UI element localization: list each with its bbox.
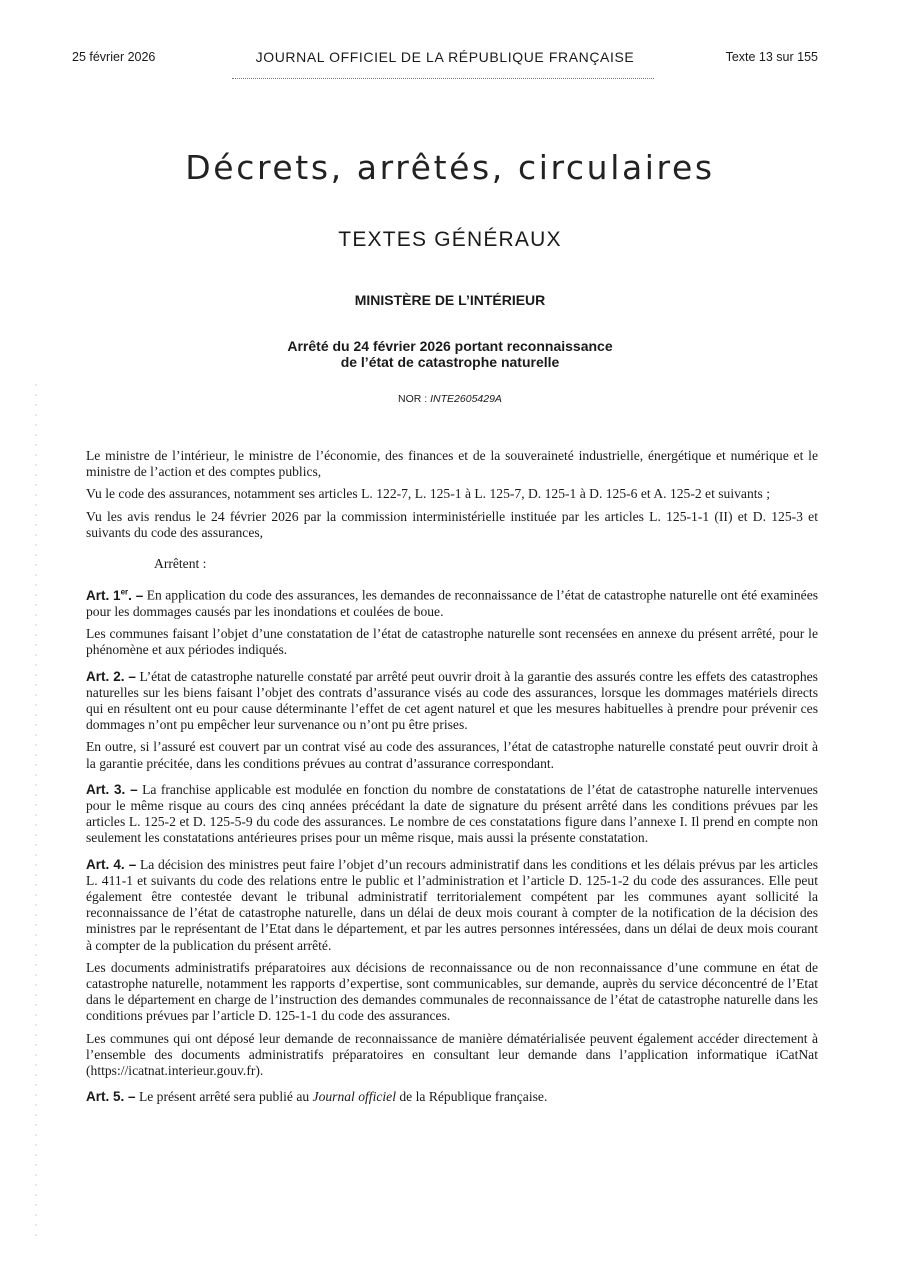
margin-dots: [32, 380, 40, 1240]
section-title: Décrets, arrêtés, circulaires: [185, 148, 715, 187]
nor-value: INTE2605429A: [430, 393, 502, 405]
arrete-title: [0, 338, 900, 370]
header-date: 25 février 2026: [72, 50, 156, 64]
header-divider: [232, 78, 654, 79]
article-1-paragraph: Art. 1er. – En application du code des assurances, les demandes de reconnaissance de l’état de catastrophe naturelle ont été examinées pour les dommages causés par les inondations et coulées de boue.: [86, 587, 819, 619]
ministry-heading: MINISTÈRE DE L’INTÉRIEUR: [354, 292, 546, 308]
journal-officiel-italic: Journal officiel: [312, 1089, 396, 1105]
header-journal-title: JOURNAL OFFICIEL DE LA RÉPUBLIQUE FRANÇAISE: [255, 49, 635, 65]
article-4-label: Art. 4. –: [86, 856, 137, 872]
article-4-paragraph: Les communes qui ont déposé leur demande de reconnaissance de manière dématérialisée peuvent également accéder directement à l’ensemble des documents administratifs préparatoires en consultant leur demande dans l’application informatique iCatNat (https://icatnat.interieur.gouv.fr).: [86, 1030, 818, 1078]
article-2-paragraph: Art. 2. – L’état de catastrophe naturelle constaté par arrêté peut ouvrir droit à la garantie des assurés contre les effets des catastrophes naturelles sur les biens faisant l’objet des contrats d’assurance visés au code des assurances, lorsque les dommages matériels directs qui en résultent ont eu pour cause déterminante l’effet de cet agent naturel et que les mesures habituelles à prendre pour prévenir ces dommages n’ont pu empêcher leur survenance ou n’ont pu être prises.: [86, 668, 818, 733]
article-2-label: Art. 2. –: [86, 668, 136, 684]
article-4-paragraph: Les documents administratifs préparatoires aux décisions de reconnaissance ou de non reconnaissance d’une commune en état de catastrophe naturelle, notamment les rapports d’expertise, sont communicables, sur demande, auprès du service déconcentré de l’Etat dans le département en charge de l’instruction des demandes communales de reconnaissance de l’état de catastrophe naturelle dans les conditions prévues par l’article D. 125-1-1 du code des assurances.: [86, 959, 818, 1024]
article-2-paragraph: En outre, si l’assuré est couvert par un contrat visé au code des assurances, l’état de catastrophe naturelle constaté peut ouvrir droit à la garantie précitée, dans les conditions prévues au contrat d’assurance correspondant.: [86, 739, 818, 771]
article-5-paragraph: Art. 5. – Le présent arrêté sera publié au Journal officiel de la République française.: [86, 1089, 548, 1105]
subsection-title: TEXTES GÉNÉRAUX: [338, 228, 562, 251]
article-4-paragraph: Art. 4. – La décision des ministres peut faire l’objet d’un recours administratif dans les conditions et les délais prévus par les articles L. 411-1 et suivants du code des relations entre le public et l’administration et l’article D. 125-1-2 du code des assurances. Elle peut également être contestée devant le tribunal administratif territorialement compétent par les communes ayant sollicité la reconnaissance de l’état de catastrophe naturelle, dans un délai de deux mois courant à compter de la notification de la décision des ministres par le représentant de l’Etat dans le département, et par les autres personnes intéressées, dans un délai de deux mois courant à compter de la publication du présent arrêté.: [86, 856, 818, 953]
page-header: [72, 50, 818, 68]
arrete-title-line-1: Arrêté du 24 février 2026 portant reconnaissance: [287, 338, 613, 354]
preamble-paragraph: Le ministre de l’intérieur, le ministre de l’économie, des finances et de la souveraineté industrielle, énergétique et numérique et le ministre de l’action et des comptes publics,: [86, 448, 818, 480]
arrete-title-line-2: de l’état de catastrophe naturelle: [340, 354, 560, 370]
nor-reference: [0, 393, 900, 405]
preamble-paragraph: Vu les avis rendus le 24 février 2026 par la commission interministérielle instituée par les articles L. 125-1-1 (II) et D. 125-3 et suivants du code des assurances,: [86, 508, 818, 540]
article-1-label: Art. 1er. –: [86, 587, 144, 603]
article-3-paragraph: Art. 3. – La franchise applicable est modulée en fonction du nombre de constatations de l’état de catastrophe naturelle intervenues pour le même risque au cours des cinq années précédant la date de signature du présent arrêté dans les conditions prévues par les articles L. 125-2 et D. 125-5-9 du code des assurances. Le nombre de ces constatations figure dans l’annexe I. Il prend en compte non seulement les constatations antérieures prises pour un même risque, mais aussi la présente constatation.: [86, 781, 818, 846]
arretent-line: Arrêtent :: [154, 556, 207, 572]
body-text: [86, 448, 818, 1111]
article-1-paragraph: Les communes faisant l’objet d’une constatation de l’état de catastrophe naturelle sont recensées en annexe du présent arrêté, pour le phénomène et aux périodes indiqués.: [86, 626, 818, 658]
header-text-number: Texte 13 sur 155: [725, 50, 818, 64]
article-3-label: Art. 3. –: [86, 781, 138, 797]
article-5-label: Art. 5. –: [86, 1089, 136, 1105]
nor-label: NOR :: [398, 393, 431, 405]
preamble-paragraph: Vu le code des assurances, notamment ses articles L. 122-7, L. 125-1 à L. 125-7, D. 125-1 à D. 125-6 et A. 125-2 et suivants ;: [86, 486, 771, 502]
